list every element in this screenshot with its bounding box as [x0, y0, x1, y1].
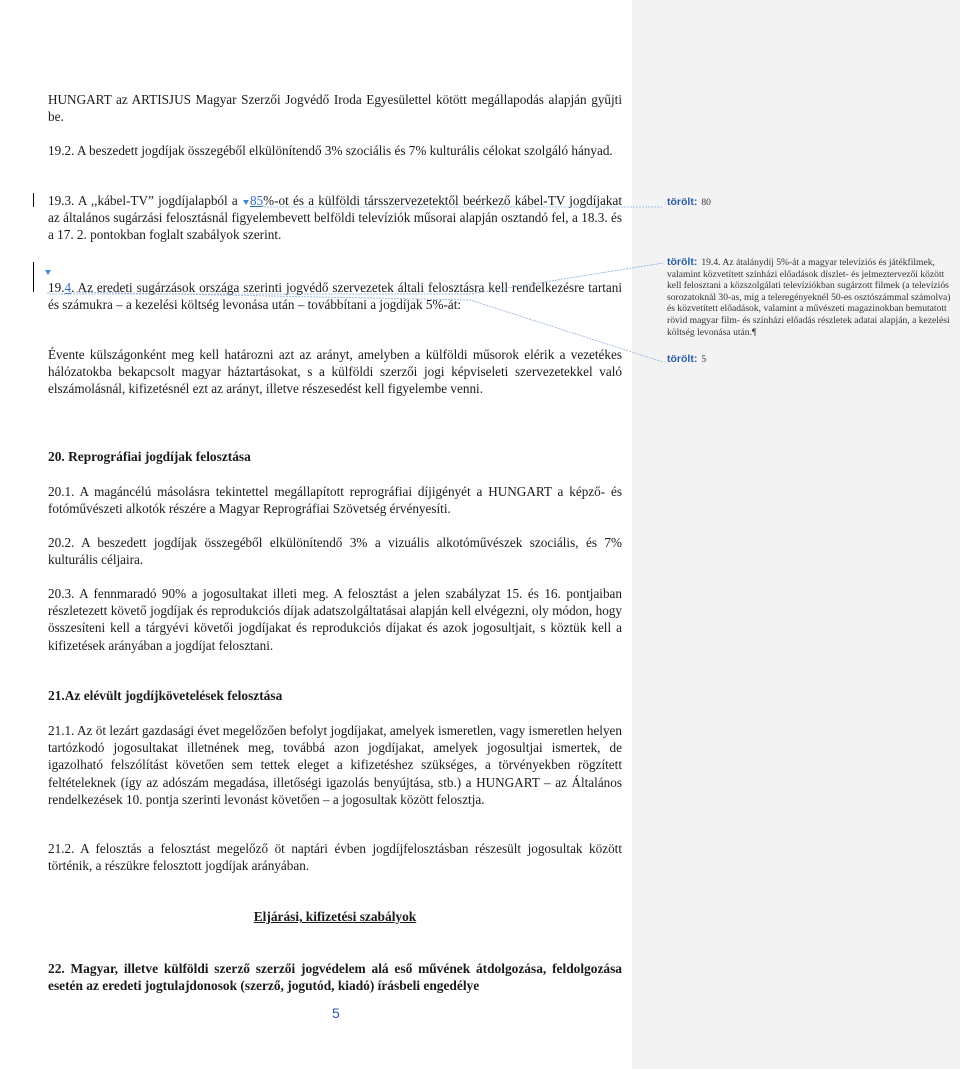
comment-label: törölt: [667, 196, 698, 208]
paragraph-19-4-rest: . Az eredeti sugárzások országa szerinti jogvédő szervezetek általi felosztásra kell rendelkezésre tartani és számukra – a kezelési költség levonása után – továbbítani a jogdíjak 5%-át: [48, 280, 622, 313]
change-bar [33, 262, 34, 292]
paragraph-19-3-rest: %-ot és a külföldi társszervezetektől beérkező kábel-TV jogdíjakat az általános sugárzási felosztásnál figyelembevett belföldi televíziók műsorai alapján osztandó fel, a 18.3. és a 17. 2. pontokban foglalt szabályok szerint. [48, 193, 622, 243]
paragraph-19-4-start: 19. [48, 280, 65, 295]
change-bar [33, 193, 34, 207]
comment-label: törölt: [667, 256, 698, 268]
section-title-procedures: Eljárási, kifizetési szabályok [253, 909, 417, 924]
deletion-marker-icon[interactable] [243, 200, 249, 205]
comment-text: 80 [701, 197, 711, 208]
paragraph-20-2: 20.2. A beszedett jogdíjak összegéből elkülönítendő 3% a vizuális alkotóművészek szociális, és 7% kulturális céljaira. [48, 535, 622, 568]
heading-21: 21.Az elévült jogdíjkövetelések felosztása [48, 688, 283, 703]
paragraph-hungart-artisjus: HUNGART az ARTISJUS Magyar Szerzői Jogvédő Iroda Egyesülettel kötött megállapodás alapján gyűjti be. [48, 92, 622, 125]
comment-balloon-deleted-5[interactable] [667, 354, 957, 366]
paragraph-19-3-start: 19.3. A ,,kábel-TV” jogdíjalapból a [48, 193, 242, 208]
paragraph-21-1: 21.1. Az öt lezárt gazdasági évet megelőzően befolyt jogdíjakat, amelyek ismeretlen, vagy ismeretlen helyen tartózkodó jogosultakat illetnének meg, továbbá azon jogdíjakat, amelyek jogosultjai ismertek, de igazolható felszólítást követően sem tettek eleget a kifizetéshez szükséges, a törvényekben rögzített feltételeknek (így az adószám megadása, illetőségi igazolás benyújtása, stb.) a HUNGART – az Általános rendelkezések 10. pontja szerinti levonást követően – a jogosultak között felosztja. [48, 723, 622, 807]
heading-22: 22. Magyar, illetve külföldi szerző szerzői jogvédelem alá eső művének átdolgozása, feldolgozása esetén az eredeti jogtulajdonosok (szerző, jogutód, kiadó) írásbeli engedélye [48, 961, 622, 994]
comment-margin-pane [632, 0, 960, 1069]
paragraph-21-2: 21.2. A felosztás a felosztást megelőző öt naptári évben jogdíjfelosztásban részesült jogosultak között történik, a részükre felosztott jogdíjak arányában. [48, 841, 622, 874]
comment-text: 19.4. Az átalánydíj 5%-át a magyar televíziós és játékfilmek, valamint közvetített színházi előadások díszlet- és jelmeztervezői között kell felosztani a közszolgálati televíziókban sugárzott filmek (a televíziós sorozatoknál 30-as, míg a teleregényeknél 50-es osztószámmal számolva) és közvetített előadások, valamint a művészeti magazinokban bemutatott rövid magyar film- és színházi előadás részletek adatai alapján, a kezelési költség levonása után.¶ [667, 257, 951, 338]
paragraph-20-3: 20.3. A fennmaradó 90% a jogosultakat illeti meg. A felosztást a jelen szabályzat 15. és 16. pontjaiban részletezett követő jogdíjak és reprodukciós díjak adatszolgáltatásai alapján kell elvégezni, oly módon, hogy összesíteni kell a tárgyévi követői jogdíjakat és reprodukciós díjakat és azok jogosultjait, s köztük kell a kifizetések arányában a jogdíjat felosztani. [48, 586, 622, 653]
page-number: 5 [332, 1005, 340, 1021]
paragraph-19-3 [48, 192, 622, 244]
paragraph-19-4 [48, 279, 622, 313]
paragraph-20-1: 20.1. A magáncélú másolásra tekintettel megállapított reprográfiai díjigényét a HUNGART a képző- és fotóművészeti alkotók részére a Magyar Reprográfiai Szövetség érvényesíti. [48, 484, 622, 517]
heading-20: 20. Reprográfiai jogdíjak felosztása [48, 449, 251, 464]
deletion-marker-icon[interactable] [45, 270, 51, 275]
comment-text: 5 [701, 354, 707, 365]
comment-balloon-deleted-80[interactable] [667, 197, 957, 209]
paragraph-19-2: 19.2. A beszedett jogdíjak összegéből elkülönítendő 3% szociális és 7% kulturális célokat szolgáló hányad. [48, 143, 613, 158]
inserted-text-85[interactable]: 85 [249, 193, 264, 208]
paragraph-annual-ratio: Évente külszágonként meg kell határozni azt az arányt, amelyben a külföldi műsorok elérik a vezetékes hálózatokba bekapcsolt magyar háztartásokat, s a külföldi szerzői jogi képviseleti szervezetekkel való elszámolásnál, kifizetésnél ezt az arányt, illetve részesedést kell figyelembe venni. [48, 347, 622, 397]
inserted-text-4[interactable]: 4 [64, 280, 72, 295]
comment-label: törölt: [667, 353, 698, 365]
comment-balloon-deleted-19-4[interactable] [667, 257, 957, 338]
